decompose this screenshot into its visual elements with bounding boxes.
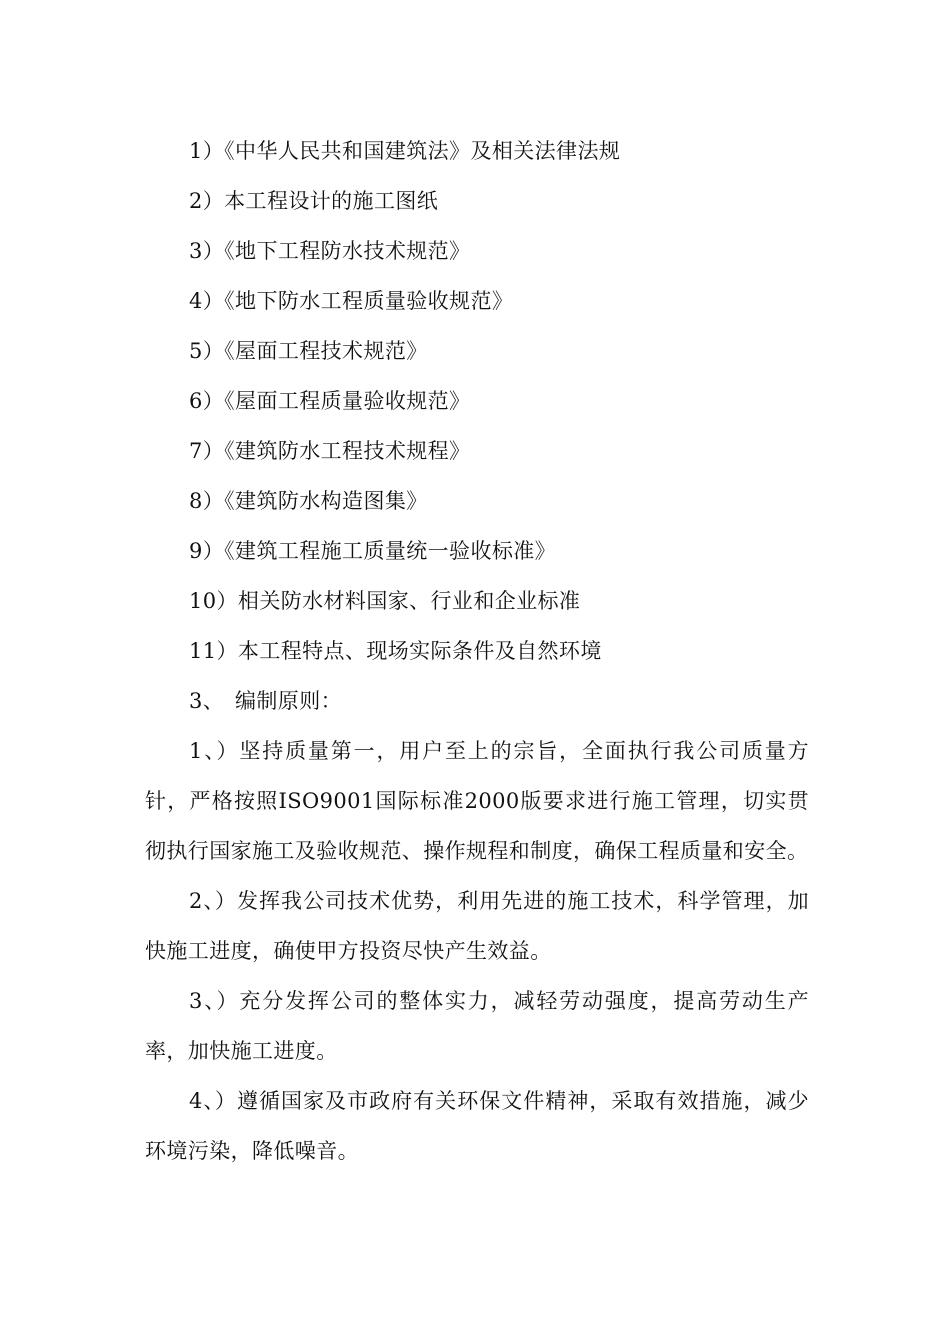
reference-item: 6）《屋面工程质量验收规范》 xyxy=(189,389,471,413)
principle-paragraph: 1、）坚持质量第一，用户至上的宗旨，全面执行我公司质量方针，严格按照ISO9001国际标准2000版要求进行施工管理，切实贯彻执行国家施工及验收规范、操作规程和制度，确保工程质量和安全。 xyxy=(145,739,809,863)
reference-item: 3）《地下工程防水技术规范》 xyxy=(189,239,471,263)
reference-item: 5）《屋面工程技术规范》 xyxy=(189,339,428,363)
reference-item: 1）《中华人民共和国建筑法》及相关法律法规 xyxy=(189,139,621,163)
principle-paragraph: 3、）充分发挥公司的整体实力，减轻劳动强度，提高劳动生产率，加快施工进度。 xyxy=(145,989,809,1063)
reference-item: 11）本工程特点、现场实际条件及自然环境 xyxy=(189,639,602,663)
section-heading xyxy=(145,676,809,726)
reference-item: 8）《建筑防水构造图集》 xyxy=(189,489,428,513)
reference-item: 10）相关防水材料国家、行业和企业标准 xyxy=(189,589,581,613)
reference-item: 7）《建筑防水工程技术规程》 xyxy=(189,439,471,463)
document-body xyxy=(145,126,809,1176)
principle-paragraph: 2、）发挥我公司技术优势，利用先进的施工技术，科学管理，加快施工进度，确使甲方投资尽快产生效益。 xyxy=(145,889,809,963)
section-number: 3、 xyxy=(189,689,225,713)
section-title: 编制原则： xyxy=(235,689,342,713)
principle-paragraph: 4、）遵循国家及市政府有关环保文件精神，采取有效措施，减少环境污染，降低噪音。 xyxy=(145,1089,809,1163)
reference-item: 2）本工程设计的施工图纸 xyxy=(189,189,439,213)
reference-item: 4）《地下防水工程质量验收规范》 xyxy=(189,289,514,313)
reference-item: 9）《建筑工程施工质量统一验收标准》 xyxy=(189,539,557,563)
